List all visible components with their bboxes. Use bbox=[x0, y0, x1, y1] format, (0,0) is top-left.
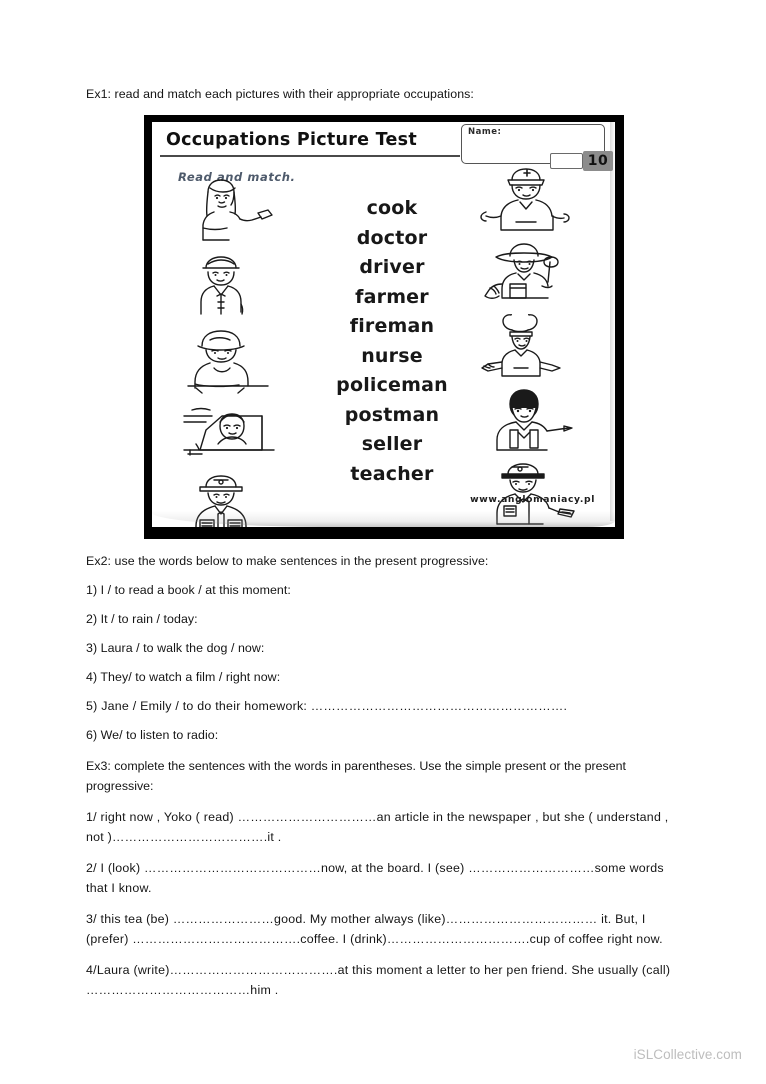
picture-test-title: Occupations Picture Test bbox=[166, 130, 417, 150]
occupation-word-list bbox=[307, 194, 477, 489]
occupations-picture-test-image bbox=[144, 115, 624, 539]
word-nurse: nurse bbox=[361, 344, 423, 367]
word-doctor: doctor bbox=[356, 226, 428, 249]
score-total-badge: 10 bbox=[583, 151, 613, 171]
word-driver: driver bbox=[359, 256, 425, 278]
right-picture-column bbox=[470, 166, 598, 527]
postman-illustration bbox=[170, 252, 298, 326]
ex2-item-5: 5) Jane / Emily / to do their homework: ……………………………………………………. bbox=[86, 699, 568, 713]
ex2-item-4: 4) They/ to watch a film / right now: bbox=[86, 670, 281, 684]
source-url: www.anglomaniacy.pl bbox=[470, 494, 595, 505]
ex3-heading: Ex3: complete the sentences with the words in parentheses. Use the simple present or the present progressive: bbox=[86, 759, 626, 793]
ex2-item-6: 6) We/ to listen to radio: bbox=[86, 728, 219, 742]
nurse-illustration bbox=[470, 166, 598, 240]
ex3-item-2: 2/ I (look) ……………………………………now, at the board. I (see) …………………………some words that I know. bbox=[86, 861, 664, 895]
sheet-right-shadow bbox=[610, 122, 615, 521]
ex2-item-1: 1) I / to read a book / at this moment: bbox=[86, 583, 291, 597]
word-fireman: fireman bbox=[349, 315, 435, 337]
fireman-illustration bbox=[170, 326, 298, 400]
farmer-illustration bbox=[470, 240, 598, 314]
ex2-item-2: 2) It / to rain / today: bbox=[86, 612, 198, 626]
driver-illustration bbox=[170, 400, 298, 474]
ex1-heading: Ex1: read and match each pictures with their appropriate occupations: bbox=[86, 87, 474, 101]
word-seller: seller bbox=[361, 433, 423, 455]
title-underline bbox=[160, 155, 460, 157]
image-frame bbox=[144, 115, 624, 539]
name-label: Name: bbox=[468, 127, 502, 137]
ex3-item-3: 3/ this tea (be) ……………………good. My mother always (like)……………………………… it. But, I (prefer) ………………………………….coffee. I (drink)…………………………….cup of coffee right now. bbox=[86, 912, 663, 946]
teacher-illustration bbox=[170, 178, 298, 252]
cook-illustration bbox=[470, 314, 598, 388]
worksheet-content bbox=[86, 86, 682, 1011]
image-inner-sheet bbox=[152, 122, 615, 527]
word-teacher: teacher bbox=[350, 462, 434, 485]
left-picture-column bbox=[170, 176, 298, 527]
ex3-item-1: 1/ right now , Yoko ( read) ……………………………an article in the newspaper , but she ( understand , not )……………………………….it . bbox=[86, 810, 669, 844]
word-cook: cook bbox=[366, 197, 418, 219]
word-farmer: farmer bbox=[355, 285, 429, 308]
ex3-item-4: 4/Laura (write)………………………………….at this moment a letter to her pen friend. She usually (call) …………………………………him . bbox=[86, 963, 671, 997]
read-and-match-instruction: Read and match. bbox=[178, 170, 296, 184]
doctor-illustration bbox=[470, 388, 598, 462]
ex2-item-3: 3) Laura / to walk the dog / now: bbox=[86, 641, 265, 655]
word-policeman: policeman bbox=[336, 374, 448, 396]
ex2-heading: Ex2: use the words below to make sentences in the present progressive: bbox=[86, 554, 489, 568]
islcollective-watermark: iSLCollective.com bbox=[633, 1047, 742, 1062]
word-postman: postman bbox=[344, 403, 440, 426]
